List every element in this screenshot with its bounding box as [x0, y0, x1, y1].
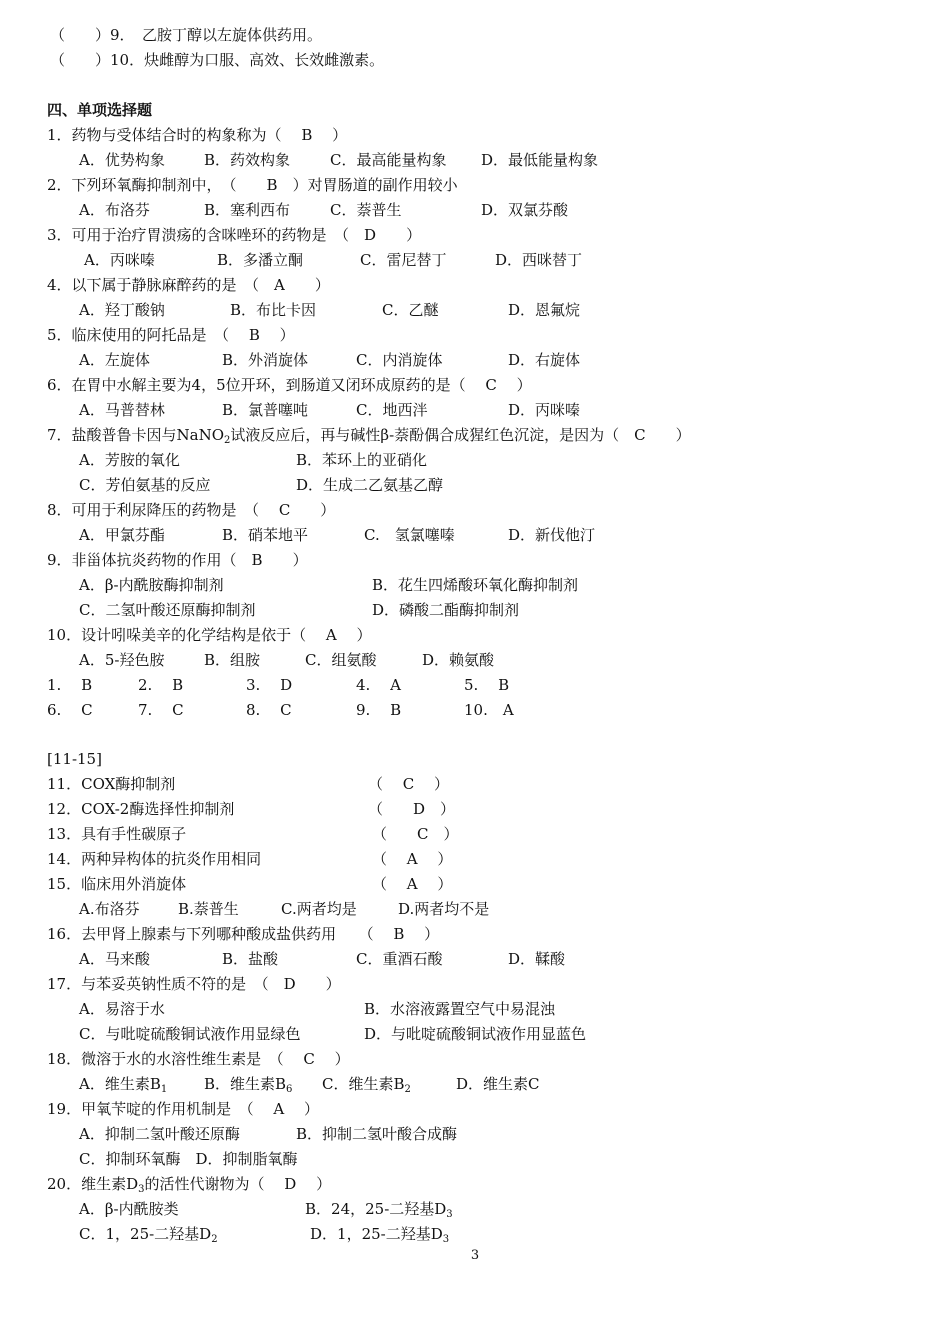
subscript: 3: [138, 1184, 145, 1195]
text-line-43-0: C．抑制环氧酶 D．抑制脂氧酶: [79, 1150, 298, 1168]
text-line-24-2: C．组氨酸: [305, 651, 377, 669]
text-line-23-0: 10．设计吲哚美辛的化学结构是依于（ A ）: [47, 626, 372, 644]
text-line-37-0: A．易溶于水: [79, 1000, 165, 1018]
text-line-7-0: 3．可用于治疗胃溃疡的含咪唑环的药物是 （ D ）: [47, 226, 422, 244]
text-line-25-0: 1. B: [47, 676, 93, 694]
text-line-41-0: 19．甲氧苄啶的作用机制是 （ A ）: [47, 1100, 319, 1118]
text-line-34-0: 16．去甲肾上腺素与下列哪种酸成盐供药用 （ B ）: [47, 925, 440, 943]
text-line-25-3: 4. A: [356, 676, 401, 694]
text-line-40-2: C．维生素$B_2$: [322, 1075, 411, 1095]
text-line-32-1: （ A ）: [372, 875, 453, 893]
text-line-30-0: 13．具有手性碳原子: [47, 825, 187, 843]
text-line-19-3: D．新伐他汀: [508, 526, 596, 544]
text-line-0-0: （ ）9． 乙胺丁醇以左旋体供药用。: [50, 26, 323, 44]
text-line-11-0: 5．临床使用的阿托品是 （ B ）: [47, 326, 295, 344]
text-line-4-1: B．药效构象: [204, 151, 291, 169]
text-line-35-0: A．马来酸: [79, 950, 150, 968]
text-line-14-2: C．地西泮: [356, 401, 428, 419]
text-line-10-2: C．乙醚: [382, 301, 439, 319]
text-line-40-0: A．维生素$B_1$: [79, 1075, 168, 1095]
text-line-24-1: B．组胺: [204, 651, 261, 669]
text-line-9-0: 4．以下属于静脉麻醉药的是 （ A ）: [47, 276, 330, 294]
text-line-26-4: 10. A: [464, 701, 514, 719]
text-line-3-0: 1．药物与受体结合时的构象称为（ B ）: [47, 126, 348, 144]
text-line-19-0: A．甲氯芬酯: [79, 526, 165, 544]
page-number: 3: [470, 1248, 480, 1263]
text-line-29-0: 12．COX-2酶选择性抑制剂: [47, 800, 235, 818]
text-line-24-3: D．赖氨酸: [422, 651, 495, 669]
text-line-12-3: D．右旋体: [508, 351, 581, 369]
text-line-14-0: A．马普替林: [79, 401, 165, 419]
text-line-16-1: B．苯环上的亚硝化: [296, 451, 428, 469]
text-line-46-0: C．1，25-二羟基$D_2$: [79, 1225, 218, 1245]
subscript: 2: [211, 1234, 218, 1245]
text-line-6-1: B．塞利西布: [204, 201, 291, 219]
text-line-26-2: 8. C: [246, 701, 292, 719]
text-line-14-3: D．丙咪嗪: [508, 401, 581, 419]
text-line-26-3: 9. B: [356, 701, 402, 719]
text-line-33-2: C.两者均是: [281, 900, 357, 918]
text-line-1-0: （ ）10．炔雌醇为口服、高效、长效雌激素。: [50, 51, 385, 69]
text-line-20-0: 9．非甾体抗炎药物的作用（ B ）: [47, 551, 308, 569]
text-line-5-0: 2．下列环氧酶抑制剂中， （ B ）对胃肠道的副作用较小: [47, 176, 458, 194]
text-line-29-1: （ D ）: [368, 800, 456, 818]
text-line-22-0: C．二氢叶酸还原酶抑制剂: [79, 601, 256, 619]
text-line-26-0: 6. C: [47, 701, 93, 719]
subscript: 2: [224, 435, 231, 446]
text-line-28-0: 11．COX酶抑制剂: [47, 775, 176, 793]
text-line-10-0: A．羟丁酸钠: [79, 301, 165, 319]
text-line-25-2: 3. D: [246, 676, 293, 694]
subscript: 6: [286, 1084, 293, 1095]
text-line-13-0: 6．在胃中水解主要为4，5位开环，到肠道又闭环成原药的是（ C ）: [47, 376, 532, 394]
text-line-6-2: C．萘普生: [330, 201, 402, 219]
text-line-28-1: （ C ）: [368, 775, 450, 793]
text-line-6-0: A．布洛芬: [79, 201, 150, 219]
text-line-42-0: A．抑制二氢叶酸还原酶: [79, 1125, 240, 1143]
text-line-4-3: D．最低能量构象: [481, 151, 599, 169]
text-line-30-1: （ C ）: [372, 825, 459, 843]
text-line-18-0: 8．可用于利尿降压的药物是 （ C ）: [47, 501, 336, 519]
text-line-4-2: C．最高能量构象: [330, 151, 447, 169]
text-line-4-0: A．优势构象: [79, 151, 165, 169]
text-line-40-3: D．维生素C: [456, 1075, 540, 1093]
text-line-8-3: D．西咪替丁: [495, 251, 583, 269]
text-line-14-1: B．氯普噻吨: [222, 401, 309, 419]
text-line-35-1: B．盐酸: [222, 950, 279, 968]
subscript: 3: [446, 1209, 453, 1220]
text-line-39-0: 18．微溶于水的水溶性维生素是 （ C ）: [47, 1050, 350, 1068]
text-line-21-0: A．β-内酰胺酶抑制剂: [79, 576, 224, 594]
text-line-19-2: C. 氢氯噻嗪: [364, 526, 455, 544]
text-line-17-0: C．芳伯氨基的反应: [79, 476, 211, 494]
text-line-27-0: [11-15]: [47, 750, 102, 768]
text-line-17-1: D．生成二乙氨基乙醇: [296, 476, 444, 494]
text-line-45-1: B．24，25-二羟基$D_3$: [305, 1200, 453, 1220]
text-line-42-1: B．抑制二氢叶酸合成酶: [296, 1125, 458, 1143]
text-line-35-3: D．鞣酸: [508, 950, 566, 968]
text-line-37-1: B．水溶液露置空气中易混浊: [364, 1000, 556, 1018]
text-line-8-2: C．雷尼替丁: [360, 251, 447, 269]
text-line-25-4: 5. B: [464, 676, 510, 694]
text-line-6-3: D．双氯芬酸: [481, 201, 569, 219]
text-line-10-1: B．布比卡因: [230, 301, 317, 319]
text-line-35-2: C．重酒石酸: [356, 950, 443, 968]
text-line-8-1: B．多潘立酮: [217, 251, 304, 269]
subscript: 1: [160, 1084, 168, 1095]
text-line-2-0: 四、单项选择题: [47, 101, 153, 119]
subscript: 3: [442, 1234, 450, 1245]
text-line-36-0: 17．与苯妥英钠性质不符的是 （ D ）: [47, 975, 341, 993]
text-line-21-1: B．花生四烯酸环氧化酶抑制剂: [372, 576, 579, 594]
text-line-8-0: A．丙咪嗪: [84, 251, 155, 269]
text-line-25-1: 2. B: [138, 676, 184, 694]
text-line-40-1: B．维生素$B_6$: [204, 1075, 293, 1095]
subscript: 2: [404, 1084, 411, 1095]
text-line-15-0: 7．盐酸普鲁卡因与NaNO$_2$试液反应后，再与碱性β-萘酚偶合成猩红色沉淀，是因为（ C ）: [47, 426, 691, 446]
text-line-10-3: D．恩氟烷: [508, 301, 581, 319]
text-line-22-1: D．磷酸二酯酶抑制剂: [372, 601, 520, 619]
text-line-31-0: 14．两种异构体的抗炎作用相同: [47, 850, 262, 868]
text-line-24-0: A．5-羟色胺: [79, 651, 165, 669]
text-line-31-1: （ A ）: [372, 850, 453, 868]
text-line-46-1: D．1，25-二羟基$D_3$: [310, 1225, 450, 1245]
text-line-32-0: 15．临床用外消旋体: [47, 875, 187, 893]
text-line-38-0: C．与吡啶硫酸铜试液作用显绿色: [79, 1025, 301, 1043]
text-line-33-0: A.布洛芬: [79, 900, 140, 918]
text-line-44-0: 20．维生素$D_3$的活性代谢物为（ D ）: [47, 1175, 332, 1195]
text-line-12-2: C．内消旋体: [356, 351, 443, 369]
text-line-33-1: B.萘普生: [178, 900, 239, 918]
text-line-19-1: B．硝苯地平: [222, 526, 309, 544]
text-line-12-0: A．左旋体: [79, 351, 150, 369]
text-line-45-0: A．β-内酰胺类: [79, 1200, 179, 1218]
text-line-26-1: 7. C: [138, 701, 184, 719]
text-line-33-3: D.两者均不是: [398, 900, 490, 918]
text-line-16-0: A．芳胺的氧化: [79, 451, 180, 469]
text-line-38-1: D．与吡啶硫酸铜试液作用显蓝色: [364, 1025, 587, 1043]
text-line-12-1: B．外消旋体: [222, 351, 309, 369]
